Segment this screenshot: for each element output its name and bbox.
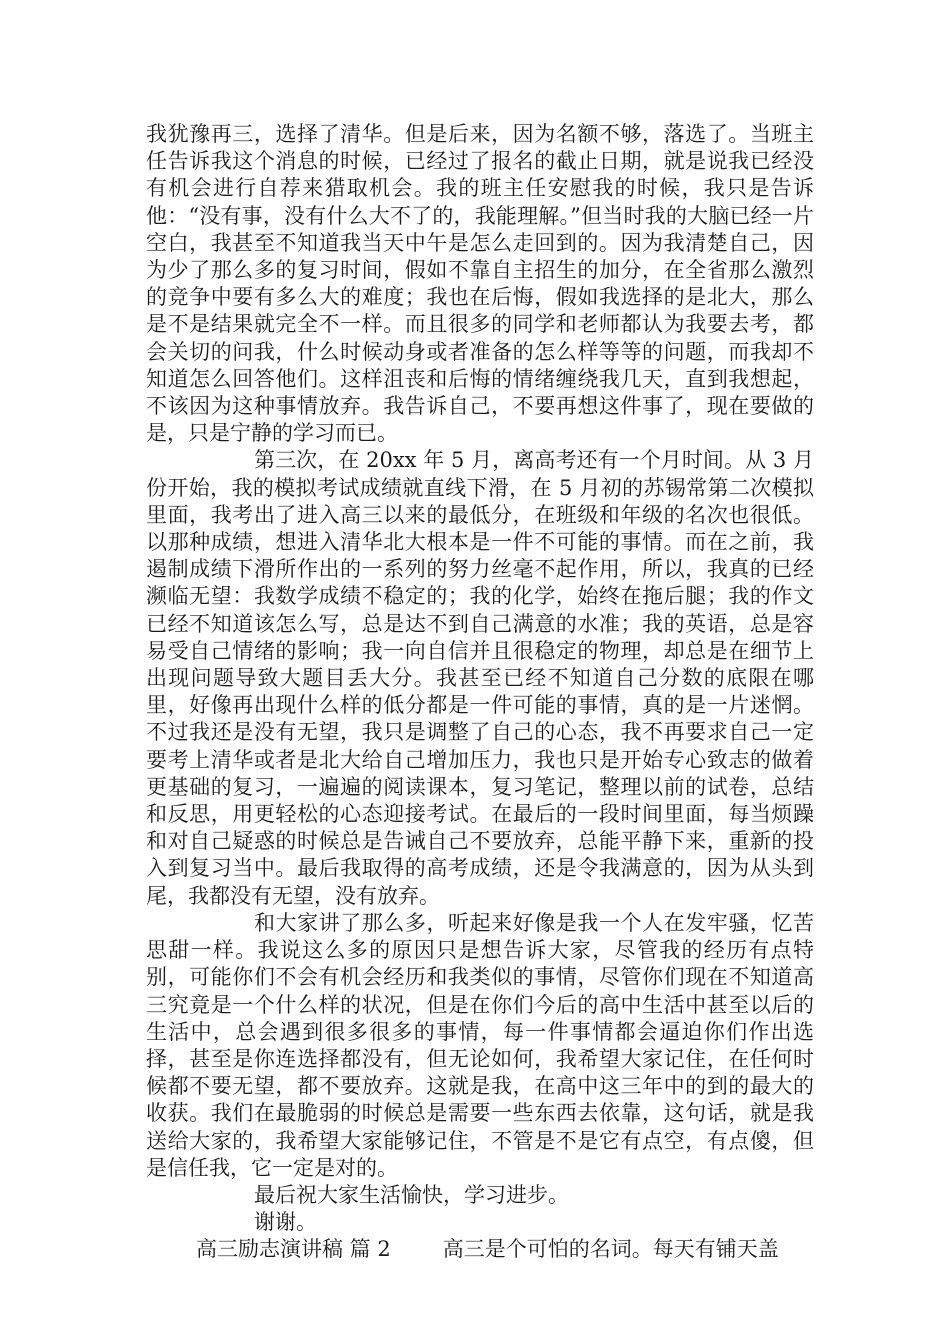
closing-line: 最后祝大家生活愉快，学习进步。: [254, 1182, 569, 1207]
paragraph-2: 第三次，在 20xx 年 5 月，离高考还有一个月时间。从 3 月份开始，我的模拟考试成绩就直线下滑，在 5 月初的苏锡常第二次模拟里面，我考出了进入高三以来的最低分，在班级和年级的名次也很低。以那种成绩，想进入清华北大根本是一件不可能的事情。而在之前，我遏制成绩下滑所作出的一系列的努力丝毫不起作用，所以，我真的已经濒临无望：我数学成绩不稳定的；我的化学，始终在拖后腿；我的作文已经不知道该怎么写，总是达不到自己满意的水准；我的英语，总是容易受自己情绪的影响；我一向自信并且很稳定的物理，却总是在细节上出现问题导致大题目丢大分。我甚至已经不知道自己分数的底限在哪里，好像再出现什么样的低分都是一件可能的事情，真的是一片迷惘。不过我还是没有无望，我只是调整了自己的心态，我不再要求自己一定要考上清华或者是北大给自己增加压力，我也只是开始专心致志的做着更基础的复习，一遍遍的阅读课本，复习笔记，整理以前的试卷，总结和反思，用更轻松的心态迎接考试。在最后的一段时间里面，每当烦躁和对自己疑惑的时候总是告诫自己不要放弃，总能平静下来，重新的投入到复习当中。最后我取得的高考成绩，还是令我满意的，因为从头到尾，我都没有无望，没有放弃。: [146, 448, 814, 908]
paragraph-3: 和大家讲了那么多，听起来好像是我一个人在发牢骚，忆苦思甜一样。我说这么多的原因只是想告诉大家，尽管我的经历有点特别，可能你们不会有机会经历和我类似的事情，尽管你们现在不知道高三究竟是一个什么样的状况，但是在你们今后的高中生活中甚至以后的生活中，总会遇到很多很多的事情，每一件事情都会逼迫你们作出选择，甚至是你连选择都没有，但无论如何，我希望大家记住，在任何时候都不要无望，都不要放弃。这就是我，在高中这三年中的到的最大的收获。我们在最脆弱的时候总是需要一些东西去依靠，这句话，就是我送给大家的，我希望大家能够记住，不管是不是它有点空，有点傻，但是信任我，它一定是对的。: [146, 910, 814, 1180]
next-section-line: [146, 1236, 814, 1263]
section-heading: 高三励志演讲稿 篇 2: [196, 1237, 391, 1262]
paragraph-1: 我犹豫再三，选择了清华。但是后来，因为名额不够，落选了。当班主任告诉我这个消息的时候，已经过了报名的截止日期，就是说我已经没有机会进行自荐来猎取机会。我的班主任安慰我的时候，我只是告诉他：“没有事，没有什么大不了的，我能理解。”但当时我的大脑已经一片空白，我甚至不知道我当天中午是怎么走回到的。因为我清楚自己，因为少了那么多的复习时间，假如不靠自主招生的加分，在全省那么激烈的竞争中要有多么大的难度；我也在后悔，假如我选择的是北大，那么是不是结果就完全不一样。而且很多的同学和老师都认为我要去考，都会关切的问我，什么时候动身或者准备的怎么样等等的问题，而我却不知道怎么回答他们。这样沮丧和后悔的情绪缠绕我几天，直到我想起，不该因为这种事情放弃。我告诉自己，不要再想这件事了，现在要做的是，只是宁静的学习而已。: [146, 122, 814, 446]
document-body: [146, 121, 814, 1264]
thanks-line: 谢谢。: [254, 1210, 317, 1235]
section-opening-text: 高三是个可怕的名词。每天有铺天盖: [442, 1237, 779, 1262]
